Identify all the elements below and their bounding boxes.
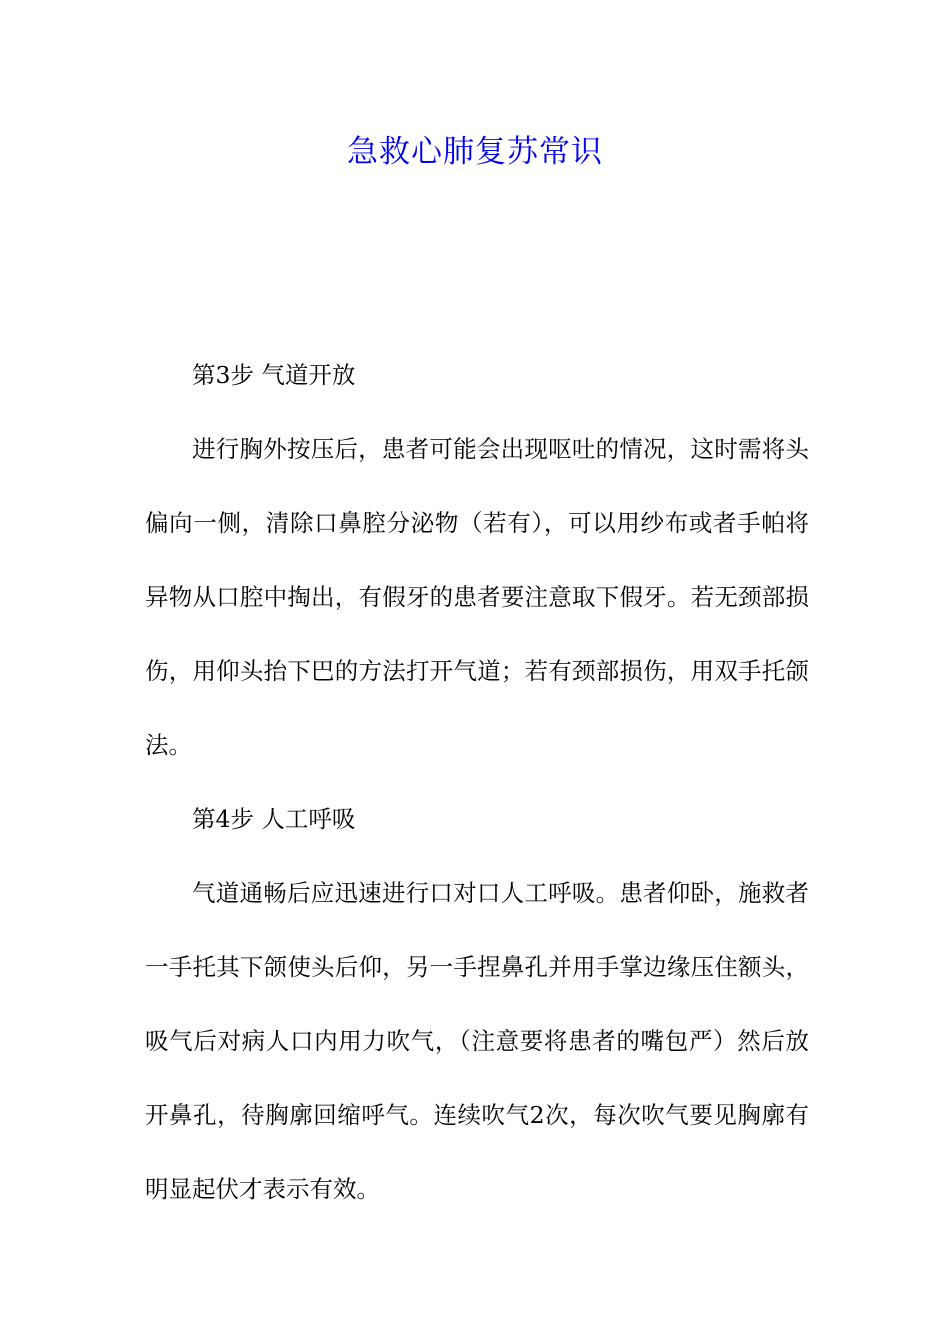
document-title: 急救心肺复苏常识 [347,134,603,170]
section-heading-step-4: 第4步 人工呼吸 [192,805,356,833]
section-paragraph-step-4: 气道通畅后应迅速进行口对口人工呼吸。患者仰卧，施救者一手托其下颌使头后仰，另一手捏鼻孔并用手掌边缘压住额头，吸气后对病人口内用力吹气，（注意要将患者的嘴包严）然后放开鼻孔，待胸廓回缩呼气。连续吹气2次，每次吹气要见胸廓有明显起伏才表示有效。 [145,879,809,1203]
document-body [145,338,809,1226]
section-paragraph-step-3: 进行胸外按压后，患者可能会出现呕吐的情况，这时需将头偏向一侧，清除口鼻腔分泌物（若有），可以用纱布或者手帕将异物从口腔中掏出，有假牙的患者要注意取下假牙。若无颈部损伤，用仰头抬下巴的方法打开气道；若有颈部损伤，用双手托颌法。 [145,435,809,759]
section-heading-step-3: 第3步 气道开放 [192,361,356,389]
